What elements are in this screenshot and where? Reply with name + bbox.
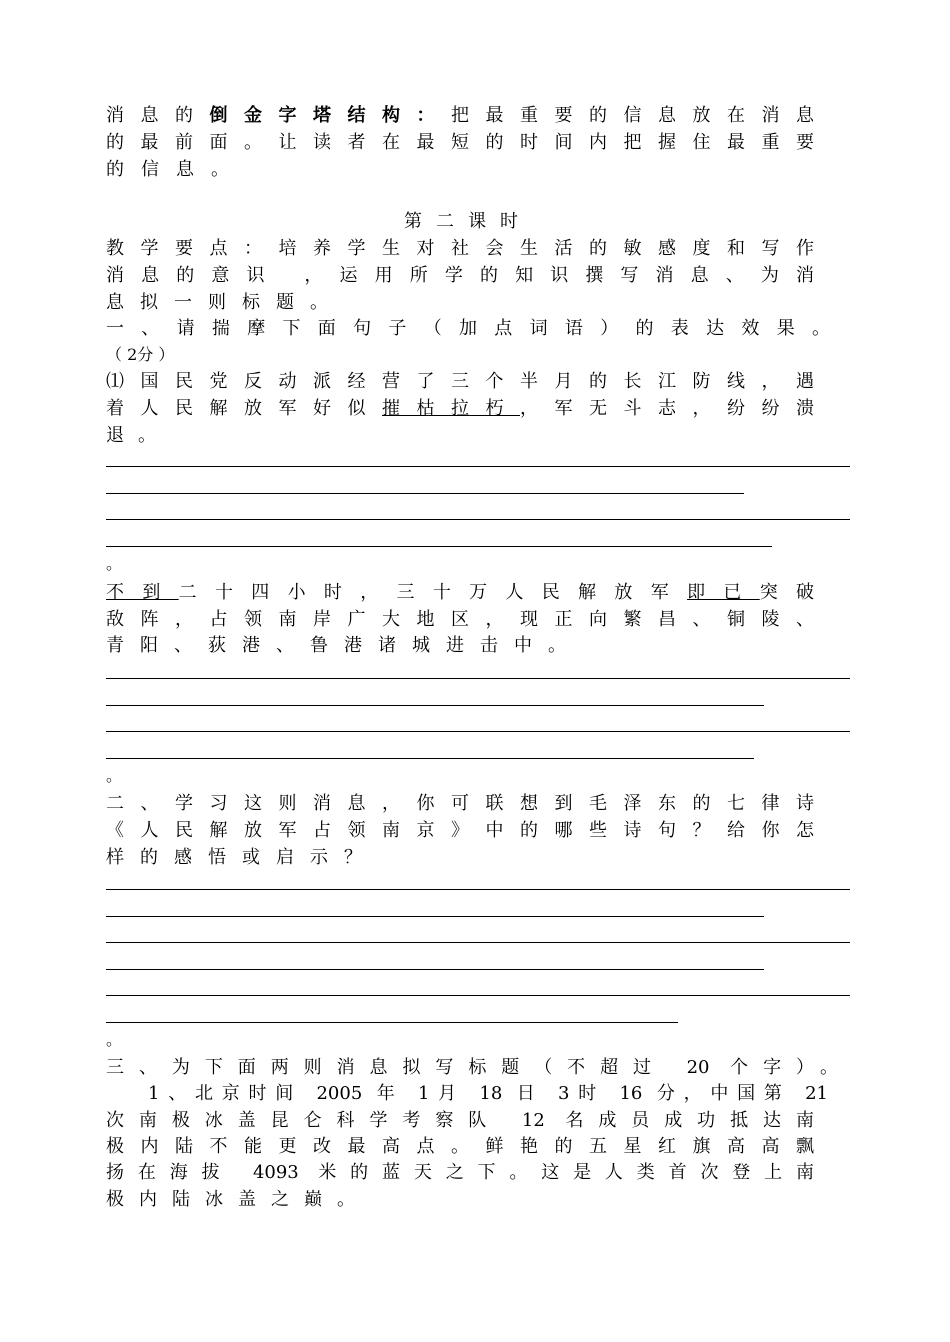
- q1-s1-post: ，军无斗志，纷纷溃: [520, 398, 814, 419]
- answer-line: [106, 1022, 678, 1023]
- lesson-goal-line-2: 消息的意识 ，运用所学的知识撰写消息、为消: [106, 265, 814, 286]
- intro-line-3: 的信息。: [106, 159, 246, 180]
- q1-s2-underlined-2: 即已: [687, 582, 760, 603]
- q1-s2-underlined-1: 不到: [106, 582, 179, 603]
- answer-line: [106, 758, 754, 759]
- q1-s1-line-3: 退。: [106, 425, 170, 446]
- q1-s1-pre: 着人民解放军好似: [106, 398, 382, 419]
- q1-s2-mid: 二十四小时，三十万人民解放军: [178, 582, 688, 603]
- answer-line: [106, 916, 764, 917]
- q3-item1-line-5: 极内陆冰盖之巅。: [106, 1189, 370, 1210]
- q1-s1-underlined: 摧枯拉朽: [382, 398, 520, 419]
- answer-line: [106, 995, 850, 996]
- answer-line: [106, 942, 850, 943]
- answer-line: [106, 519, 850, 520]
- answer-line: [106, 493, 744, 494]
- answer-line: [106, 678, 850, 679]
- q1-s1-line-1: ⑴国民党反动派经营了三个半月的长江防线，遇: [106, 371, 814, 392]
- q1-s2-line-3: 青阳、荻港、鲁港诸城进击中。: [106, 635, 582, 656]
- answer-line: [106, 466, 850, 467]
- q3-item1-line-1: 1、北京时间 2005 年 1月 18 日 3时 16 分，中国第 21: [148, 1083, 828, 1104]
- answer-line: [106, 969, 764, 970]
- q1-line-2: （ 2分 ）: [106, 345, 175, 364]
- answer-line: [106, 705, 764, 706]
- lesson-goal-line-3: 息拟一则标题。: [106, 292, 344, 313]
- q3-line-1: 三、为下面两则消息拟写标题（不超过 20 个字）。: [106, 1057, 838, 1078]
- q1-s2-line-1: [106, 580, 814, 606]
- q3-item1-line-4: 扬在海拔 4093 米的蓝天之下。这是人类首次登上南: [106, 1162, 814, 1183]
- q2-end: 。: [106, 1030, 123, 1049]
- q1-s1-end: 。: [106, 554, 123, 573]
- q2-line-1: 二、学习这则消息，你可联想到毛泽东的七律诗: [106, 793, 814, 814]
- intro-term: 倒金字塔结构: [209, 105, 417, 126]
- answer-line: [106, 889, 850, 890]
- q3-item1-line-3: 极内陆不能更改最高点。鲜艳的五星红旗高高飘: [106, 1136, 814, 1157]
- q1-s2-end: 。: [106, 766, 123, 785]
- q1-s2-line-2: 敌阵，占领南岸广大地区，现正向繁昌、铜陵、: [106, 609, 814, 630]
- answer-line: [106, 546, 772, 547]
- intro-rest: 把最重要的信息放在消息: [451, 105, 814, 126]
- intro-colon: ：: [416, 105, 451, 126]
- intro-lead: 消息的: [106, 105, 210, 126]
- answer-line: [106, 731, 850, 732]
- q1-s1-line-2: [106, 396, 814, 422]
- q1-s2-post: 突破: [759, 582, 815, 603]
- q1-line-1: 一、请揣摩下面句子（加点词语）的表达效果。: [106, 318, 830, 339]
- lesson-heading: 第二课时: [404, 211, 532, 232]
- q3-item1-line-2: 次南极冰盖昆仑科学考察队 12 名成员成功抵达南: [106, 1110, 814, 1131]
- intro-line-2: 的最前面。让读者在最短的时间内把握住最重要: [106, 132, 814, 153]
- lesson-goal-line-1: 教学要点：培养学生对社会生活的敏感度和写作: [106, 238, 814, 259]
- intro-line-1: [106, 103, 814, 129]
- q2-line-3: 样的感悟或启示？: [106, 847, 378, 868]
- q2-line-2: 《人民解放军占领南京》中的哪些诗句？给你怎: [106, 820, 814, 841]
